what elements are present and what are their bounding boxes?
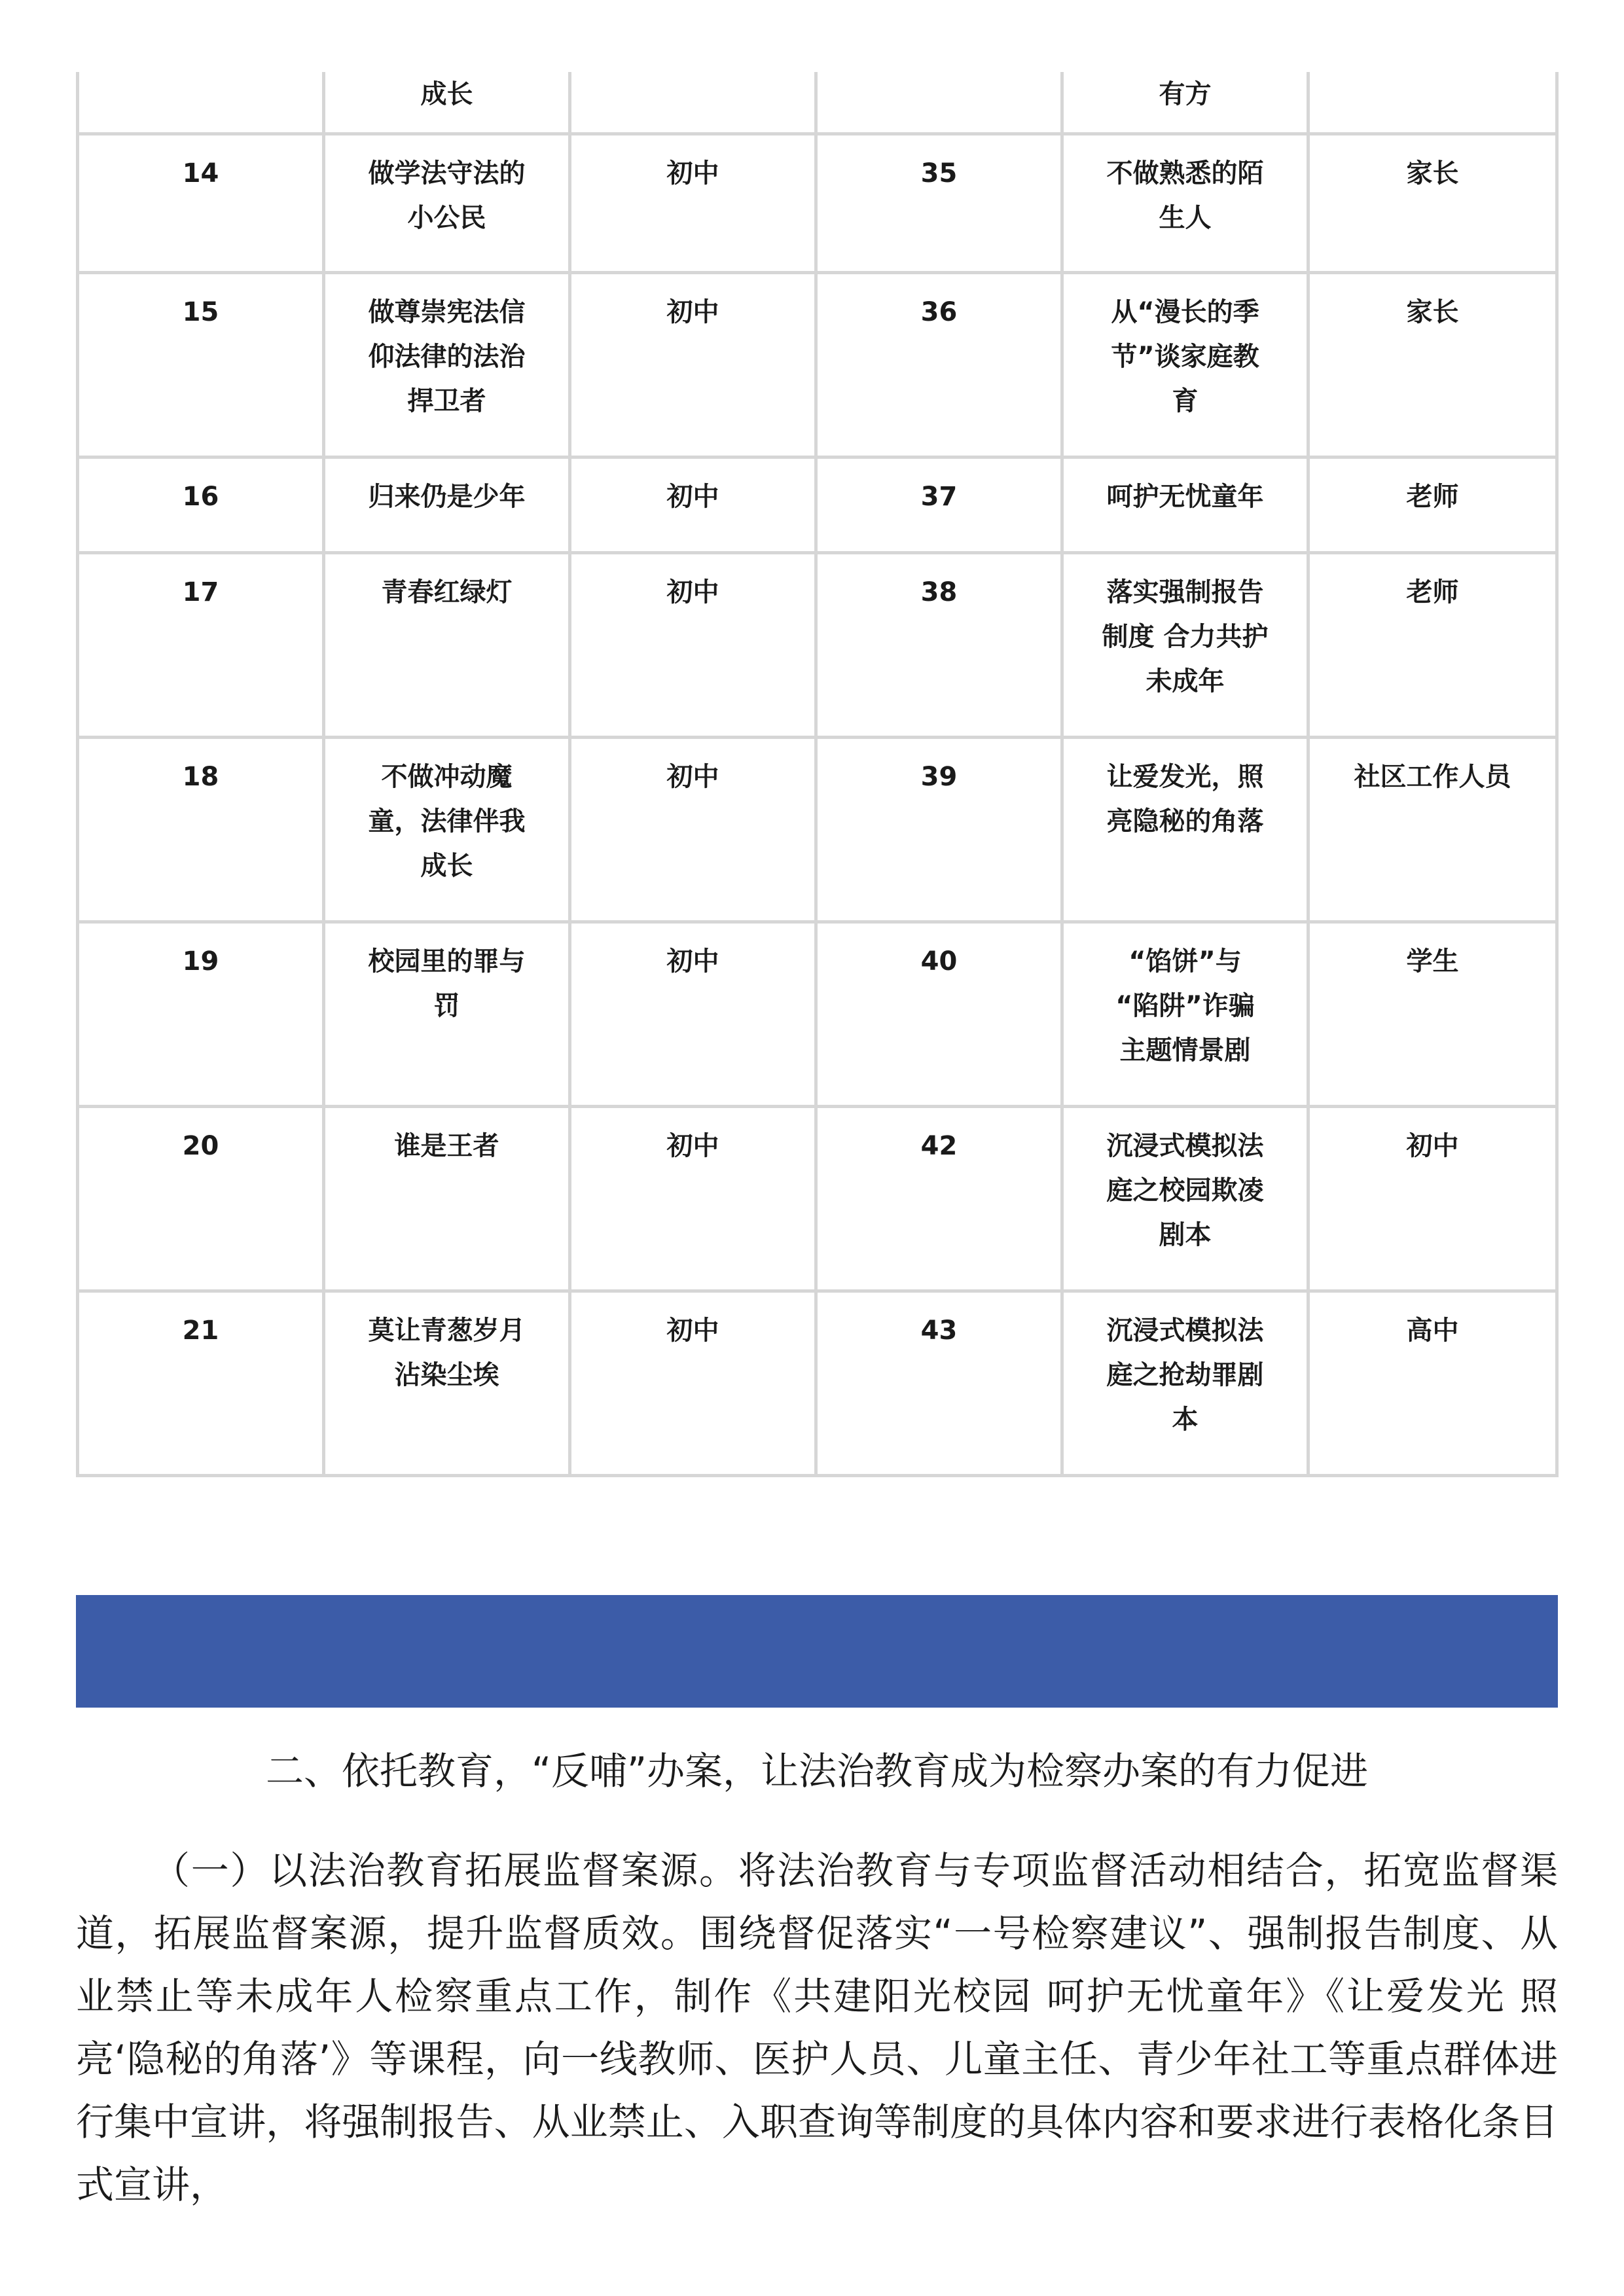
- table-row: [78, 922, 1557, 1106]
- table-cell-number: [816, 737, 1062, 922]
- table-cell-course-title: [324, 1291, 570, 1475]
- cell-text: 20: [182, 1130, 219, 1161]
- cell-text: 沉浸式模拟法 庭之抢劫罪剧 本: [1106, 1315, 1264, 1435]
- table-cell-audience: [570, 737, 816, 922]
- table-cell-course-title: [1062, 1106, 1308, 1291]
- cell-text: 21: [182, 1315, 219, 1346]
- cell-text: 做尊崇宪法信 仰法律的法治 捍卫者: [368, 296, 526, 416]
- table-cell-audience: [1308, 922, 1557, 1106]
- table-row: [78, 737, 1557, 922]
- table-cell-number: [816, 72, 1062, 134]
- table-cell-audience: [1308, 1291, 1557, 1475]
- cell-text: 学生: [1406, 946, 1459, 977]
- table-row: [78, 134, 1557, 272]
- table-cell-course-title: [324, 272, 570, 457]
- table-cell-audience: [1308, 272, 1557, 457]
- table-cell-number: [816, 1106, 1062, 1291]
- table-row: [78, 72, 1557, 134]
- cell-text: 落实强制报告 制度 合力共护 未成年: [1102, 577, 1269, 696]
- cell-text: 青春红绿灯: [381, 577, 513, 607]
- cell-text: 初中: [666, 761, 719, 792]
- table-row: [78, 1291, 1557, 1475]
- cell-text: 家长: [1406, 158, 1459, 188]
- table-cell-course-title: [324, 737, 570, 922]
- table-cell-audience: [1308, 457, 1557, 552]
- table-cell-course-title: [324, 72, 570, 134]
- table-cell-audience: [1308, 134, 1557, 272]
- cell-text: 35: [920, 158, 958, 188]
- cell-text: 不做冲动魔 童，法律伴我 成长: [368, 761, 526, 881]
- cell-text: “馅饼”与 “陷阱”诈骗 主题情景剧: [1115, 946, 1255, 1066]
- cell-text: 42: [920, 1130, 958, 1161]
- cell-text: 38: [920, 577, 958, 607]
- cell-text: 16: [182, 481, 219, 512]
- cell-text: 沉浸式模拟法 庭之校园欺凌 剧本: [1106, 1130, 1264, 1250]
- cell-text: 家长: [1406, 296, 1459, 327]
- table-cell-audience: [570, 272, 816, 457]
- cell-text: 15: [182, 296, 219, 327]
- table-cell-course-title: [1062, 737, 1308, 922]
- table-cell-course-title: [324, 922, 570, 1106]
- table-cell-number: [78, 457, 324, 552]
- table-cell-number: [78, 552, 324, 737]
- cell-text: 校园里的罪与 罚: [368, 946, 526, 1021]
- cell-text: 18: [182, 761, 219, 792]
- table-cell-audience: [1308, 1106, 1557, 1291]
- cell-text: 初中: [666, 946, 719, 977]
- table-cell-audience: [570, 552, 816, 737]
- table-cell-course-title: [324, 1106, 570, 1291]
- cell-text: 莫让青葱岁月 沾染尘埃: [368, 1315, 526, 1390]
- table-row: [78, 272, 1557, 457]
- cell-text: 归来仍是少年: [368, 481, 526, 512]
- cell-text: 初中: [666, 158, 719, 188]
- cell-text: 初中: [666, 1315, 719, 1346]
- section-heading: 二、依托教育，“反哺”办案，让法治教育成为检察办案的有力促进: [265, 1749, 1369, 1793]
- table-cell-course-title: [1062, 1291, 1308, 1475]
- table-cell-course-title: [324, 552, 570, 737]
- cell-text: 36: [920, 296, 958, 327]
- cell-text: 初中: [666, 577, 719, 607]
- table-cell-number: [816, 922, 1062, 1106]
- table-row: [78, 1106, 1557, 1291]
- cell-text: 从“漫长的季 节”谈家庭教 育: [1111, 296, 1259, 416]
- table-cell-course-title: [324, 134, 570, 272]
- section-banner: [76, 1595, 1558, 1708]
- table-cell-number: [78, 1106, 324, 1291]
- cell-text: 14: [182, 158, 219, 188]
- cell-text: 老师: [1406, 481, 1459, 512]
- table-cell-course-title: [1062, 457, 1308, 552]
- table-cell-course-title: [1062, 272, 1308, 457]
- cell-text: 初中: [1406, 1130, 1459, 1161]
- cell-text: 呵护无忧童年: [1106, 481, 1264, 512]
- cell-text: 成长: [420, 79, 473, 109]
- table-cell-audience: [570, 922, 816, 1106]
- table-cell-audience: [570, 457, 816, 552]
- table-cell-number: [78, 1291, 324, 1475]
- table-cell-audience: [570, 1291, 816, 1475]
- table-cell-audience: [1308, 72, 1557, 134]
- cell-text: 谁是王者: [394, 1130, 499, 1161]
- table-cell-audience: [1308, 737, 1557, 922]
- table-cell-audience: [570, 134, 816, 272]
- table-cell-course-title: [1062, 134, 1308, 272]
- table-cell-number: [78, 737, 324, 922]
- cell-text: 让爱发光，照 亮隐秘的角落: [1106, 761, 1264, 836]
- cell-text: 39: [920, 761, 958, 792]
- course-table-wrapper: [76, 72, 1555, 1477]
- cell-text: 社区工作人员: [1354, 761, 1511, 792]
- table-cell-number: [78, 922, 324, 1106]
- table-cell-number: [78, 272, 324, 457]
- cell-text: 老师: [1406, 577, 1459, 607]
- cell-text: 40: [920, 946, 958, 977]
- cell-text: 初中: [666, 1130, 719, 1161]
- cell-text: 19: [182, 946, 219, 977]
- table-cell-number: [816, 552, 1062, 737]
- table-row: [78, 457, 1557, 552]
- table-cell-number: [816, 457, 1062, 552]
- cell-text: 初中: [666, 296, 719, 327]
- cell-text: 17: [182, 577, 219, 607]
- table-cell-number: [816, 272, 1062, 457]
- cell-text: 高中: [1406, 1315, 1459, 1346]
- table-cell-number: [78, 134, 324, 272]
- cell-text: 不做熟悉的陌 生人: [1106, 158, 1264, 233]
- table-cell-course-title: [1062, 552, 1308, 737]
- cell-text: 做学法守法的 小公民: [368, 158, 526, 233]
- table-cell-number: [78, 72, 324, 134]
- table-row: [78, 552, 1557, 737]
- table-cell-audience: [1308, 552, 1557, 737]
- cell-text: 43: [920, 1315, 958, 1346]
- table-cell-number: [816, 134, 1062, 272]
- body-paragraph: （一）以法治教育拓展监督案源。将法治教育与专项监督活动相结合，拓宽监督渠道，拓展监督案源，提升监督质效。围绕督促落实“一号检察建议”、强制报告制度、从业禁止等未成年人检察重点工作，制作《共建阳光校园 呵护无忧童年》《让爱发光 照亮‘隐秘的角落’》等课程，向一线教师、医护人员、儿童主任、青少年社工等重点群体进行集中宣讲，将强制报告、从业禁止、入职查询等制度的具体内容和要求进行表格化条目式宣讲，: [76, 1848, 1558, 2207]
- table-cell-course-title: [1062, 72, 1308, 134]
- cell-text: 有方: [1159, 79, 1212, 109]
- table-cell-audience: [570, 1106, 816, 1291]
- table-cell-course-title: [1062, 922, 1308, 1106]
- course-table: [76, 72, 1559, 1477]
- cell-text: 37: [920, 481, 958, 512]
- table-cell-course-title: [324, 457, 570, 552]
- cell-text: 初中: [666, 481, 719, 512]
- table-cell-audience: [570, 72, 816, 134]
- table-cell-number: [816, 1291, 1062, 1475]
